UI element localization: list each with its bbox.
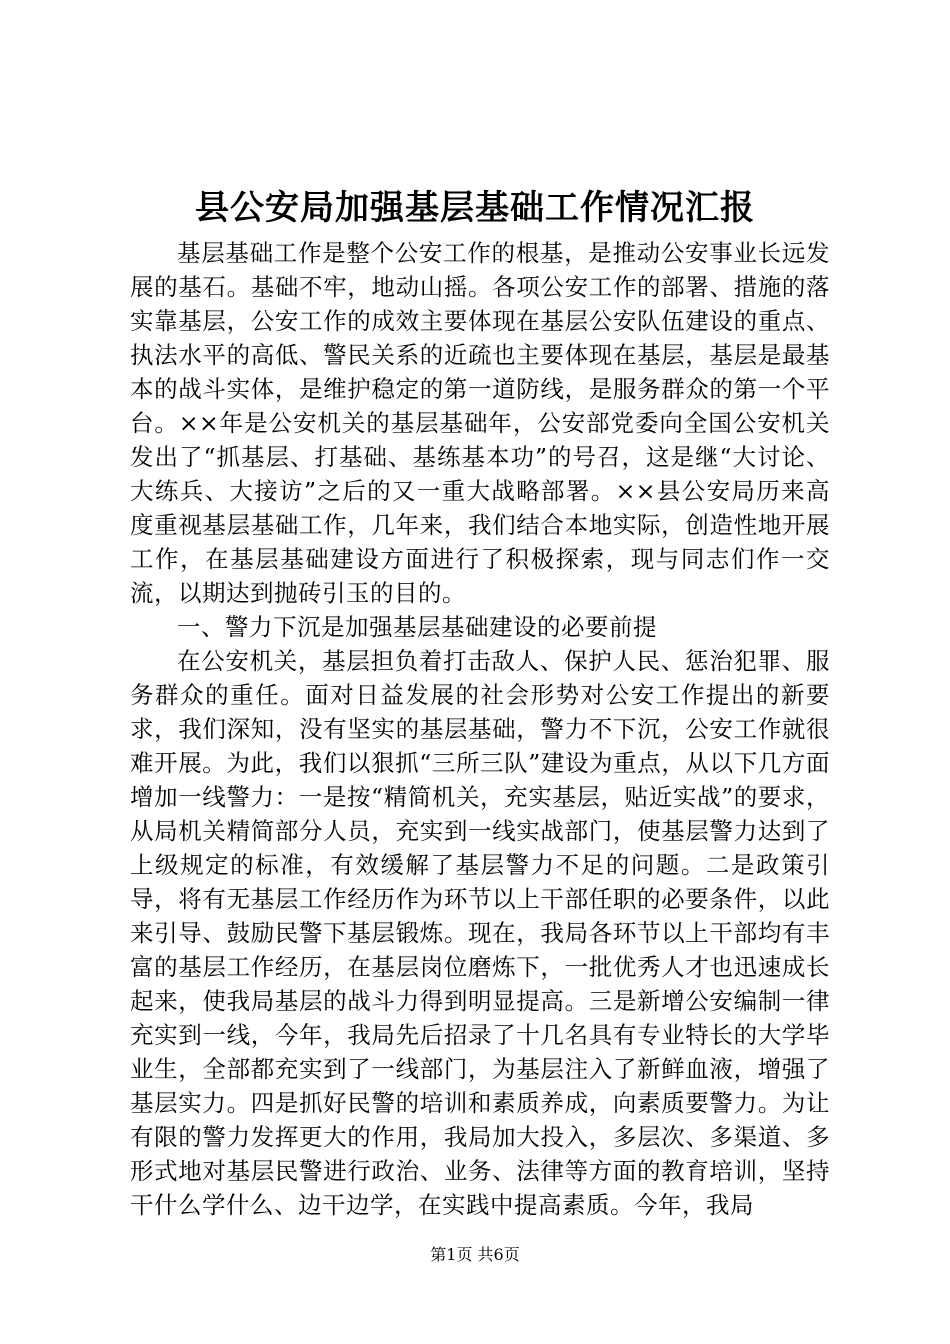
section-heading: 一、警力下沉是加强基层基础建设的必要前提 [177,613,657,641]
page-footer: 第1页 共6页 [430,1245,520,1264]
document-title: 县公安局加强基层基础工作情况汇报 [195,188,755,228]
section-paragraph: 在公安机关，基层担负着打击敌人、保护人民、惩治犯罪、服务群众的重任。面对日益发展的社会形势对公安工作提出的新要求，我们深知，没有坚实的基层基础，警力不下沉，公安工作就很难开展。为此，我们以狠抓“三所三队”建设为重点，从以下几方面增加一线警力：一是按“精简机关，充实基层，贴近实战”的要求，从局机关精简部分人员，充实到一线实战部门，使基层警力达到了上级规定的标准，有效缓解了基层警力不足的问题。二是政策引导，将有无基层工作经历作为环节以上干部任职的必要条件，以此来引导、鼓励民警下基层锻炼。现在，我局各环节以上干部均有丰富的基层工作经历，在基层岗位磨炼下，一批优秀人才也迅速成长起来，使我局基层的战斗力得到明显提高。三是新增公安编制一律充实到一线，今年，我局先后招录了十几名具有专业特长的大学毕业生，全部都充实到了一线部门，为基层注入了新鲜血液，增强了基层实力。四是抓好民警的培训和素质养成，向素质要警力。为让有限的警力发挥更大的作用，我局加大投入，多层次、多渠道、多形式地对基层民警进行政治、业务、法律等方面的教育培训，坚持干什么学什么、边干边学，在实践中提高素质。今年，我局 [130,647,830,1219]
document-body [130,236,830,1222]
intro-paragraph: 基层基础工作是整个公安工作的根基，是推动公安事业长远发展的基石。基础不牢，地动山摇。各项公安工作的部署、措施的落实靠基层，公安工作的成效主要体现在基层公安队伍建设的重点、执法水平的高低、警民关系的近疏也主要体现在基层，基层是最基本的战斗实体，是维护稳定的第一道防线，是服务群众的第一个平台。××年是公安机关的基层基础年，公安部党委向全国公安机关发出了“抓基层、打基础、基练基本功”的号召，这是继“大讨论、大练兵、大接访”之后的又一重大战略部署。××县公安局历来高度重视基层基础工作，几年来，我们结合本地实际，创造性地开展工作，在基层基础建设方面进行了积极探索，现与同志们作一交流，以期达到抛砖引玉的目的。 [130,239,830,607]
